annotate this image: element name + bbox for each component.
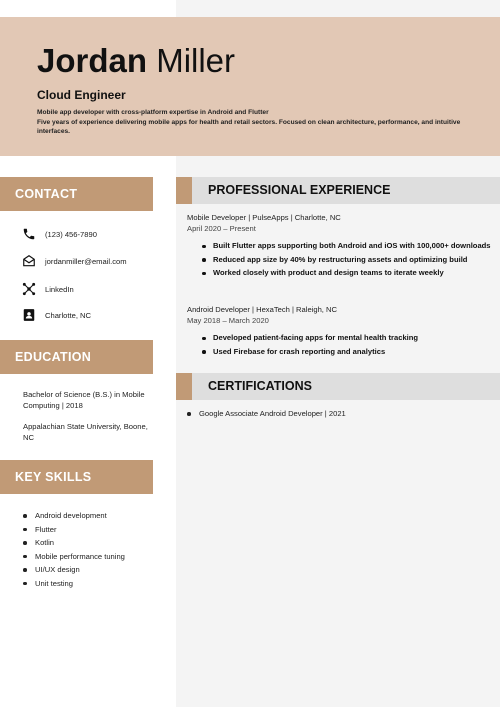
job-2-dates: May 2018 – March 2020 [187,316,269,325]
job-bullet: Used Firebase for crash reporting and analytics [202,347,492,358]
job-2-title: Android Developer | HexaTech | Raleigh, NC [187,305,337,314]
summary [37,108,477,137]
contact-card-icon [22,308,36,322]
contact-linkedin[interactable] [22,280,74,298]
job-title: Cloud Engineer [37,88,126,102]
phone-text: (123) 456-7890 [45,229,97,239]
summary-line-1: Mobile app developer with cross-platform expertise in Android and Flutter [37,109,269,116]
job-bullet: Built Flutter apps supporting both Android and iOS with 100,000+ downloads [202,241,492,252]
certification-item: Google Associate Android Developer | 2021 [187,409,346,418]
skills-list [23,509,125,591]
certifications-heading: CERTIFICATIONS [208,379,312,393]
certifications-heading-bar [176,373,500,400]
skills-heading-bar [0,460,153,494]
section-accent [176,177,192,204]
email-text: jordanmiller@email.com [45,256,127,266]
section-accent [176,373,192,400]
skill-item: Flutter [23,523,125,537]
experience-heading-bar [176,177,500,204]
skill-item: Unit testing [23,577,125,591]
skill-item: Kotlin [23,536,125,550]
experience-heading: PROFESSIONAL EXPERIENCE [208,183,391,197]
summary-line-2: Five years of experience delivering mobile apps for health and retail sectors. Focused on clean architecture, performance, and intuitive interfaces. [37,118,461,136]
education-degree: Bachelor of Science (B.S.) in Mobile Computing | 2018 [23,390,145,410]
skills-heading: KEY SKILLS [15,470,92,484]
phone-icon [22,227,36,241]
contact-phone[interactable] [22,225,97,243]
job-1-bullets [202,241,492,282]
job-2-bullets [202,333,492,360]
job-1-title: Mobile Developer | PulseApps | Charlotte, NC [187,213,341,222]
envelope-icon [22,254,36,268]
contact-email[interactable] [22,252,127,270]
contact-heading: CONTACT [15,187,78,201]
job-bullet: Worked closely with product and design teams to iterate weekly [202,268,492,279]
education-heading: EDUCATION [15,350,92,364]
job-1-dates: April 2020 – Present [187,224,256,233]
contact-heading-bar [0,177,153,211]
network-icon [22,282,36,296]
first-name: Jordan [37,42,148,79]
location-text: Charlotte, NC [45,310,92,320]
contact-location [22,306,92,324]
skill-item: UI/UX design [23,563,125,577]
education-heading-bar [0,340,153,374]
skill-item: Android development [23,509,125,523]
education-school: Appalachian State University, Boone, NC [23,422,148,442]
linkedin-text: LinkedIn [45,284,74,294]
skill-item: Mobile performance tuning [23,550,125,564]
job-bullet: Developed patient-facing apps for mental health tracking [202,333,492,344]
last-name: Miller [156,42,236,79]
job-bullet: Reduced app size by 40% by restructuring assets and optimizing build [202,255,492,266]
candidate-name [37,42,235,80]
